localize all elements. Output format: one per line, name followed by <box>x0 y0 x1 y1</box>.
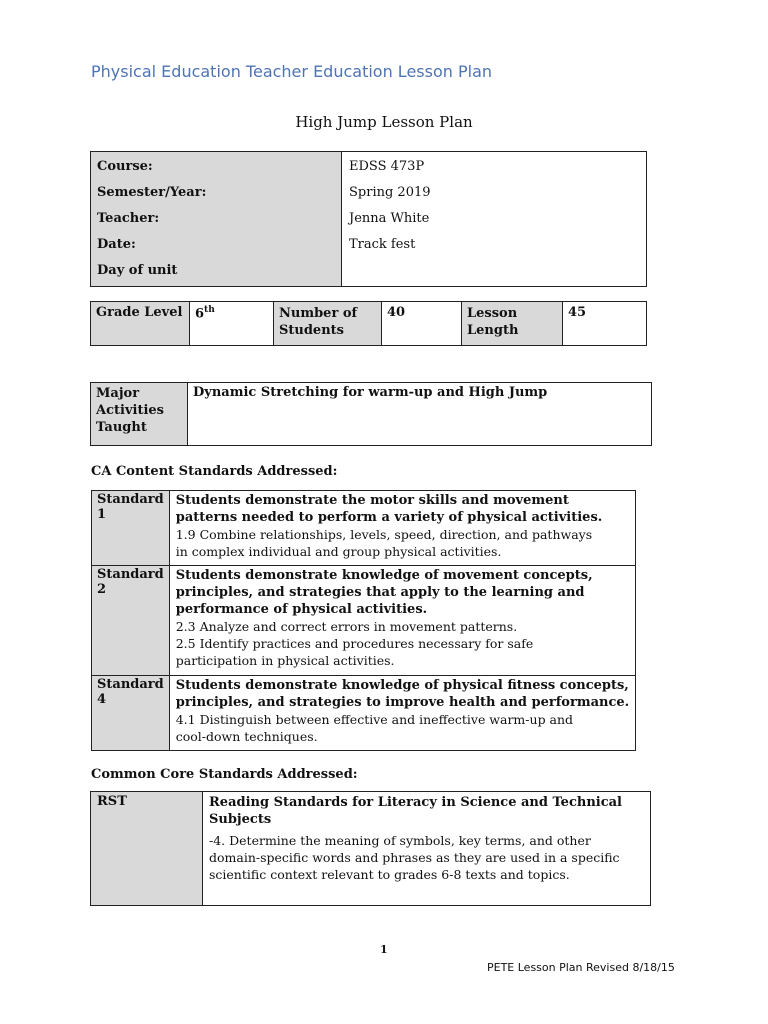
grade-level-label: Grade Level <box>91 302 190 346</box>
date-label: Date: <box>97 237 136 252</box>
page-number: 1 <box>380 943 388 956</box>
table-row <box>92 566 636 676</box>
course-info-values <box>342 152 647 287</box>
table-row <box>92 491 636 566</box>
lesson-length-label: Lesson Length <box>462 302 563 346</box>
rst-label: RST <box>91 792 203 906</box>
standard-2-label: Standard 2 <box>92 566 170 676</box>
course-value: EDSS 473P <box>349 159 425 174</box>
day-of-unit-label: Day of unit <box>97 263 178 278</box>
major-activities-value: Dynamic Stretching for warm-up and High Jump <box>188 383 652 446</box>
standard-4-label: Standard 4 <box>92 676 170 751</box>
rst-text: Reading Standards for Literacy in Science and Technical Subjects -4. Determine the meaning of symbols, key terms, and other domain-specific words and phrases as they are used in a specific scientific context relevant to grades 6-8 texts and topics. <box>203 792 651 906</box>
ca-standards-table <box>91 490 636 751</box>
table-row <box>92 676 636 751</box>
revision-note: PETE Lesson Plan Revised 8/18/15 <box>487 961 675 974</box>
number-of-students-label: Number of Students <box>274 302 382 346</box>
grade-suffix: th <box>204 305 215 315</box>
lesson-length-value: 45 <box>563 302 647 346</box>
common-core-heading: Common Core Standards Addressed: <box>91 767 358 782</box>
course-info-table <box>90 151 647 287</box>
standard-2-text: Students demonstrate knowledge of movement concepts, principles, and strategies that apply to the learning and performance of physical activities. 2.3 Analyze and correct errors in movement patterns. 2.5 Identify practices and procedures necessary for safe participation in physical activities. <box>169 566 635 676</box>
teacher-value: Jenna White <box>349 211 430 226</box>
course-info-labels <box>91 152 342 287</box>
number-of-students-value: 40 <box>382 302 462 346</box>
ca-standards-heading: CA Content Standards Addressed: <box>91 464 338 479</box>
teacher-label: Teacher: <box>97 211 160 226</box>
class-info-table <box>90 301 647 346</box>
standard-1-text: Students demonstrate the motor skills and movement patterns needed to perform a variety of physical activities. 1.9 Combine relationships, levels, speed, direction, and pathways in complex individual and group physical activities. <box>169 491 635 566</box>
major-activities-label: Major Activities Taught <box>91 383 188 446</box>
date-value: Track fest <box>349 237 416 252</box>
course-label: Course: <box>97 159 153 174</box>
grade-level-value: 6th <box>190 302 274 346</box>
semester-value: Spring 2019 <box>349 185 431 200</box>
document-header: Physical Education Teacher Education Lesson Plan <box>91 62 493 81</box>
common-core-table <box>90 791 651 906</box>
semester-label: Semester/Year: <box>97 185 207 200</box>
document-title: High Jump Lesson Plan <box>295 113 473 131</box>
major-activities-table <box>90 382 652 446</box>
standard-4-text: Students demonstrate knowledge of physical fitness concepts, principles, and strategies to improve health and performance. 4.1 Distinguish between effective and ineffective warm-up and cool-down techniques. <box>169 676 635 751</box>
standard-1-label: Standard 1 <box>92 491 170 566</box>
